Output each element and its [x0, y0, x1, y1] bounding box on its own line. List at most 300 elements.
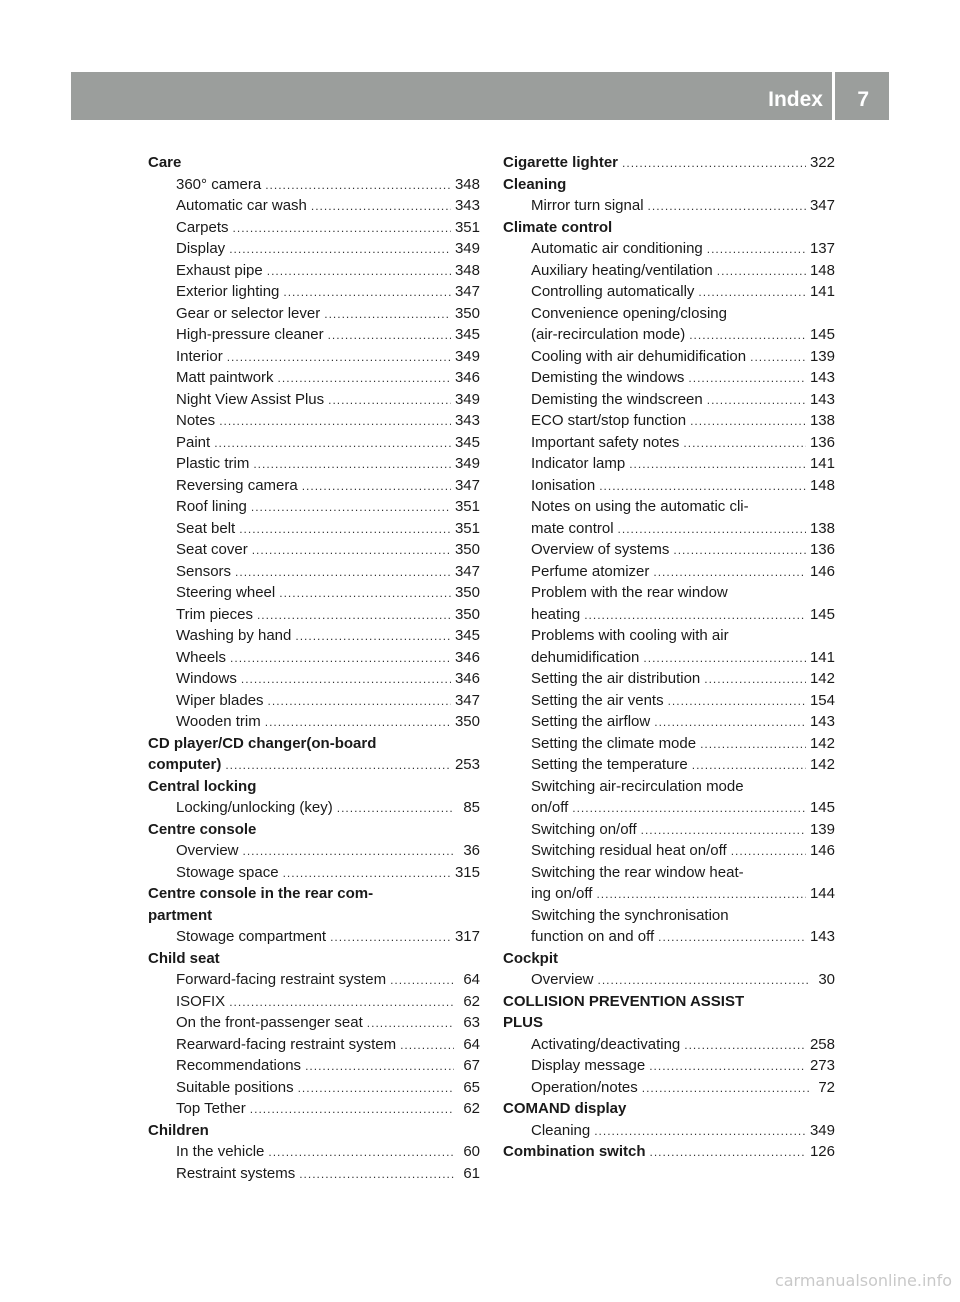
entry-text: heating [531, 605, 581, 623]
entry-text: Rearward-facing restraint system [176, 1035, 397, 1053]
index-entry [503, 582, 835, 604]
dot-leader [707, 239, 806, 261]
index-entry [503, 1077, 835, 1099]
dot-leader [692, 755, 806, 777]
dot-leader [241, 669, 451, 691]
page-reference: 145 [809, 326, 835, 343]
index-heading [503, 217, 835, 239]
index-entry [148, 432, 480, 454]
dot-leader [328, 390, 451, 412]
page-reference: 273 [809, 1057, 835, 1074]
entry-text: Display [176, 240, 226, 257]
entry-text: Suitable positions [176, 1078, 294, 1096]
index-heading [503, 174, 835, 196]
index-heading [148, 754, 480, 776]
dot-leader [654, 712, 806, 734]
page-reference: 36 [463, 842, 480, 859]
dot-leader [278, 368, 451, 390]
entry-text: Plastic trim [176, 455, 250, 472]
page-reference: 142 [809, 670, 835, 687]
dot-leader [229, 239, 451, 261]
page-reference: 85 [463, 799, 480, 816]
entry-text: Stowage space [176, 863, 279, 881]
page-reference: 345 [454, 627, 480, 644]
entry-text: Overview [176, 842, 239, 859]
page-reference: 141 [809, 283, 835, 300]
page-reference: 72 [818, 1078, 835, 1096]
page-reference: 347 [809, 197, 835, 214]
entry-text: Sensors [176, 562, 232, 580]
entry-text: Problem with the rear window [531, 584, 728, 601]
index-heading [148, 948, 480, 970]
dot-leader [265, 712, 451, 734]
dot-leader [690, 411, 806, 433]
entry-text: Ionisation [531, 476, 596, 494]
entry-text: Demisting the windscreen [531, 390, 703, 408]
entry-text: Central locking [148, 777, 257, 795]
dot-leader [253, 454, 451, 476]
dot-leader [219, 411, 451, 433]
entry-text: mate control [531, 519, 614, 537]
dot-leader [400, 1035, 454, 1057]
entry-text: 360° camera [176, 175, 262, 193]
page-reference: 143 [809, 928, 835, 945]
dot-leader [658, 927, 806, 949]
index-heading [503, 991, 835, 1013]
page-reference: 349 [454, 240, 480, 257]
page-reference: 351 [454, 519, 480, 537]
page-reference: 351 [454, 218, 480, 236]
index-entry [503, 346, 835, 368]
entry-text: Reversing camera [176, 476, 298, 494]
dot-leader [225, 755, 451, 777]
entry-text: ISOFIX [176, 992, 226, 1010]
index-entry [148, 238, 480, 260]
index-entry [503, 324, 835, 346]
entry-text: COLLISION PREVENTION ASSIST [503, 992, 745, 1010]
index-entry [503, 711, 835, 733]
index-entry [148, 1034, 480, 1056]
page-reference: 145 [809, 799, 835, 816]
index-entry [148, 260, 480, 282]
index-entry [503, 475, 835, 497]
dot-leader [283, 863, 451, 885]
dot-leader [298, 1078, 454, 1100]
page-reference: 347 [454, 562, 480, 580]
entry-text: Centre console in the rear com- [148, 885, 374, 902]
header-divider [832, 72, 835, 120]
page-reference: 346 [454, 670, 480, 687]
dot-leader [311, 196, 451, 218]
page-reference: 141 [809, 455, 835, 472]
dot-leader [279, 583, 451, 605]
entry-text: Windows [176, 670, 237, 687]
page-reference: 322 [809, 154, 835, 171]
entry-text: Notes [176, 412, 216, 429]
entry-text: Activating/deactivating [531, 1035, 681, 1053]
dot-leader [643, 648, 806, 670]
page-reference: 65 [463, 1078, 480, 1096]
page-reference: 30 [818, 971, 835, 988]
dot-leader [648, 196, 806, 218]
entry-text: Overview of systems [531, 541, 670, 558]
entry-text: Automatic air conditioning [531, 240, 703, 257]
dot-leader [252, 540, 451, 562]
index-entry [148, 539, 480, 561]
page-reference: 63 [463, 1014, 480, 1031]
entry-text: Perfume atomizer [531, 562, 650, 580]
index-entry [148, 561, 480, 583]
dot-leader [305, 1056, 454, 1078]
page-reference: 138 [809, 519, 835, 537]
index-heading [503, 1012, 835, 1034]
index-entry [148, 625, 480, 647]
dot-leader [214, 433, 451, 455]
index-entry [148, 1055, 480, 1077]
index-entry [148, 324, 480, 346]
entry-text: Setting the air distribution [531, 670, 701, 687]
index-entry [148, 840, 480, 862]
page-reference: 137 [809, 240, 835, 257]
dot-leader [629, 454, 806, 476]
page-reference: 136 [809, 433, 835, 451]
page-reference: 351 [454, 498, 480, 515]
entry-text: Exterior lighting [176, 283, 280, 300]
index-entry [503, 195, 835, 217]
entry-text: ing on/off [531, 885, 593, 902]
index-entry [148, 217, 480, 239]
index-entry [148, 582, 480, 604]
entry-text: Matt paintwork [176, 369, 274, 386]
page-reference: 141 [809, 648, 835, 666]
dot-leader [267, 261, 451, 283]
entry-text: Restraint systems [176, 1164, 296, 1182]
entry-text: Combination switch [503, 1143, 646, 1160]
dot-leader [328, 325, 451, 347]
index-heading [148, 883, 480, 905]
index-entry [148, 991, 480, 1013]
page-reference: 145 [809, 605, 835, 623]
page-reference: 349 [454, 347, 480, 365]
index-entry [148, 453, 480, 475]
dot-leader [239, 519, 451, 541]
index-entry [148, 389, 480, 411]
index-column-left [148, 152, 480, 1184]
entry-text: Gear or selector lever [176, 304, 321, 322]
entry-text: Cleaning [503, 175, 567, 193]
page-reference: 139 [809, 820, 835, 838]
page-reference: 343 [454, 197, 480, 214]
index-entry [503, 1120, 835, 1142]
page-reference: 143 [809, 390, 835, 408]
entry-text: Children [148, 1121, 209, 1139]
entry-text: Mirror turn signal [531, 197, 644, 214]
index-heading [503, 1098, 835, 1120]
page-reference: 317 [454, 928, 480, 945]
entry-text: Display message [531, 1057, 646, 1074]
index-entry [503, 561, 835, 583]
dot-leader [650, 1142, 806, 1164]
page-reference: 349 [454, 455, 480, 472]
index-heading [503, 152, 835, 174]
index-entry [503, 625, 835, 647]
page-reference: 258 [809, 1035, 835, 1053]
dot-leader [330, 927, 451, 949]
page-reference: 348 [454, 261, 480, 279]
page-reference: 136 [809, 541, 835, 558]
index-heading [503, 948, 835, 970]
index-entry [148, 367, 480, 389]
index-entry [503, 647, 835, 669]
index-entry [148, 1141, 480, 1163]
dot-leader [596, 884, 806, 906]
index-entry [148, 1077, 480, 1099]
entry-text: Controlling automatically [531, 283, 695, 300]
page-reference: 253 [454, 756, 480, 773]
entry-text: Night View Assist Plus [176, 390, 325, 408]
index-entry [148, 410, 480, 432]
index-entry [503, 260, 835, 282]
dot-leader [233, 218, 451, 240]
watermark: carmanualsonline.info [774, 1271, 952, 1290]
index-entry [148, 1012, 480, 1034]
page-reference: 142 [809, 756, 835, 773]
entry-text: Important safety notes [531, 433, 680, 451]
entry-text: function on and off [531, 928, 655, 945]
index-entry [503, 668, 835, 690]
index-heading [148, 776, 480, 798]
index-entry [503, 238, 835, 260]
page-reference: 347 [454, 476, 480, 494]
entry-text: Switching on/off [531, 820, 637, 838]
section-title: Index [768, 88, 823, 111]
page-reference: 349 [454, 390, 480, 408]
dot-leader [268, 691, 451, 713]
entry-text: Carpets [176, 218, 229, 236]
page-reference: 350 [454, 584, 480, 601]
entry-text: Setting the airflow [531, 713, 651, 730]
page-reference: 345 [454, 433, 480, 451]
dot-leader [250, 1099, 454, 1121]
entry-text: In the vehicle [176, 1143, 265, 1160]
page-reference: 343 [454, 412, 480, 429]
index-entry [148, 475, 480, 497]
entry-text: Cockpit [503, 949, 559, 967]
index-entry [503, 883, 835, 905]
entry-text: CD player/CD changer(on-board [148, 734, 377, 752]
dot-leader [251, 497, 451, 519]
dot-leader [337, 798, 454, 820]
dot-leader [295, 626, 451, 648]
index-entry [503, 776, 835, 798]
entry-text: ECO start/stop function [531, 412, 687, 429]
index-entry [148, 690, 480, 712]
entry-text: Wheels [176, 648, 227, 666]
index-entry [503, 496, 835, 518]
entry-text: Notes on using the automatic cli- [531, 498, 749, 515]
index-heading [148, 152, 480, 174]
entry-text: Stowage compartment [176, 928, 327, 945]
index-entry [148, 862, 480, 884]
entry-text: Switching residual heat on/off [531, 842, 727, 859]
entry-text: Setting the air vents [531, 691, 664, 709]
index-entry [148, 711, 480, 733]
entry-text: Paint [176, 433, 211, 451]
page-reference: 142 [809, 734, 835, 752]
index-entry [503, 518, 835, 540]
index-entry [148, 1098, 480, 1120]
page-reference: 148 [809, 476, 835, 494]
entry-text: Washing by hand [176, 627, 292, 644]
index-heading [148, 733, 480, 755]
dot-leader [750, 347, 806, 369]
index-entry [503, 862, 835, 884]
dot-leader [704, 669, 806, 691]
entry-text: COMAND display [503, 1100, 627, 1117]
page-reference: 148 [809, 261, 835, 279]
page-reference: 138 [809, 412, 835, 429]
index-entry [503, 905, 835, 927]
entry-text: Cigarette lighter [503, 154, 619, 171]
dot-leader [243, 841, 454, 863]
entry-text: Switching the synchronisation [531, 906, 729, 924]
page-reference: 347 [454, 691, 480, 709]
index-heading [148, 819, 480, 841]
dot-leader [299, 1164, 454, 1186]
dot-leader [390, 970, 454, 992]
dot-leader [717, 261, 806, 283]
entry-text: (air-recirculation mode) [531, 326, 686, 343]
entry-text: Demisting the windows [531, 369, 685, 386]
index-entry [148, 174, 480, 196]
index-entry [148, 647, 480, 669]
entry-text: Care [148, 154, 182, 171]
entry-text: Locking/unlocking (key) [176, 799, 333, 816]
entry-text: Steering wheel [176, 584, 276, 601]
entry-text: Top Tether [176, 1100, 246, 1117]
page-reference: 143 [809, 713, 835, 730]
entry-text: dehumidification [531, 648, 640, 666]
dot-leader [649, 1056, 806, 1078]
entry-text: Centre console [148, 820, 257, 838]
dot-leader [230, 648, 451, 670]
dot-leader [689, 325, 806, 347]
dot-leader [673, 540, 806, 562]
page-reference: 350 [454, 541, 480, 558]
page-reference: 62 [463, 1100, 480, 1117]
page-reference: 154 [809, 691, 835, 709]
index-entry [148, 496, 480, 518]
dot-leader [700, 734, 806, 756]
index-entry [503, 754, 835, 776]
dot-leader [572, 798, 806, 820]
index-heading [148, 1120, 480, 1142]
index-entry [503, 389, 835, 411]
index-heading [148, 905, 480, 927]
index-entry [503, 453, 835, 475]
page-reference: 139 [809, 347, 835, 365]
dot-leader [641, 820, 806, 842]
entry-text: Seat belt [176, 519, 236, 537]
dot-leader [265, 175, 451, 197]
page-reference: 346 [454, 648, 480, 666]
dot-leader [668, 691, 806, 713]
dot-leader [302, 476, 451, 498]
page-reference: 347 [454, 283, 480, 300]
entry-text: Wiper blades [176, 691, 264, 709]
index-entry [503, 539, 835, 561]
index-heading [503, 1141, 835, 1163]
index-entry [503, 410, 835, 432]
entry-text: Child seat [148, 949, 220, 967]
index-column-right [503, 152, 835, 1163]
index-entry [148, 346, 480, 368]
dot-leader [684, 1035, 806, 1057]
entry-text: Trim pieces [176, 605, 253, 623]
page-reference: 61 [463, 1164, 480, 1182]
page-reference: 67 [463, 1057, 480, 1074]
entry-text: PLUS [503, 1014, 544, 1031]
entry-text: Switching air-recirculation mode [531, 777, 744, 795]
dot-leader [688, 368, 806, 390]
index-entry [503, 432, 835, 454]
entry-text: Convenience opening/closing [531, 304, 727, 322]
entry-text: Auxiliary heating/ventilation [531, 261, 713, 279]
page-reference: 60 [463, 1143, 480, 1160]
dot-leader [653, 562, 806, 584]
dot-leader [731, 841, 806, 863]
entry-text: Cooling with air dehumidification [531, 347, 747, 365]
dot-leader [584, 605, 806, 627]
page-reference: 146 [809, 562, 835, 580]
dot-leader [598, 970, 809, 992]
index-entry [503, 281, 835, 303]
page-reference: 350 [454, 605, 480, 623]
entry-text: Seat cover [176, 541, 248, 558]
entry-text: Operation/notes [531, 1078, 638, 1096]
index-entry [148, 668, 480, 690]
page-reference: 62 [463, 992, 480, 1010]
dot-leader [367, 1013, 454, 1035]
page-reference: 348 [454, 175, 480, 193]
entry-text: Switching the rear window heat- [531, 863, 744, 881]
dot-leader [683, 433, 806, 455]
entry-text: Setting the climate mode [531, 734, 697, 752]
index-entry [503, 819, 835, 841]
index-entry [503, 303, 835, 325]
dot-leader [622, 153, 806, 175]
entry-text: on/off [531, 799, 569, 816]
dot-leader [257, 605, 451, 627]
index-entry [148, 518, 480, 540]
entry-text: computer) [148, 756, 222, 773]
index-entry [148, 604, 480, 626]
entry-text: Recommendations [176, 1057, 302, 1074]
index-entry [148, 797, 480, 819]
index-entry [503, 733, 835, 755]
page-reference: 64 [463, 1035, 480, 1053]
dot-leader [324, 304, 451, 326]
page-reference: 346 [454, 369, 480, 386]
dot-leader [229, 992, 454, 1014]
entry-text: On the front-passenger seat [176, 1014, 363, 1031]
index-entry [503, 367, 835, 389]
dot-leader [707, 390, 806, 412]
entry-text: partment [148, 906, 213, 924]
entry-text: Forward-facing restraint system [176, 971, 387, 988]
page-reference: 315 [454, 863, 480, 881]
entry-text: Interior [176, 347, 223, 365]
